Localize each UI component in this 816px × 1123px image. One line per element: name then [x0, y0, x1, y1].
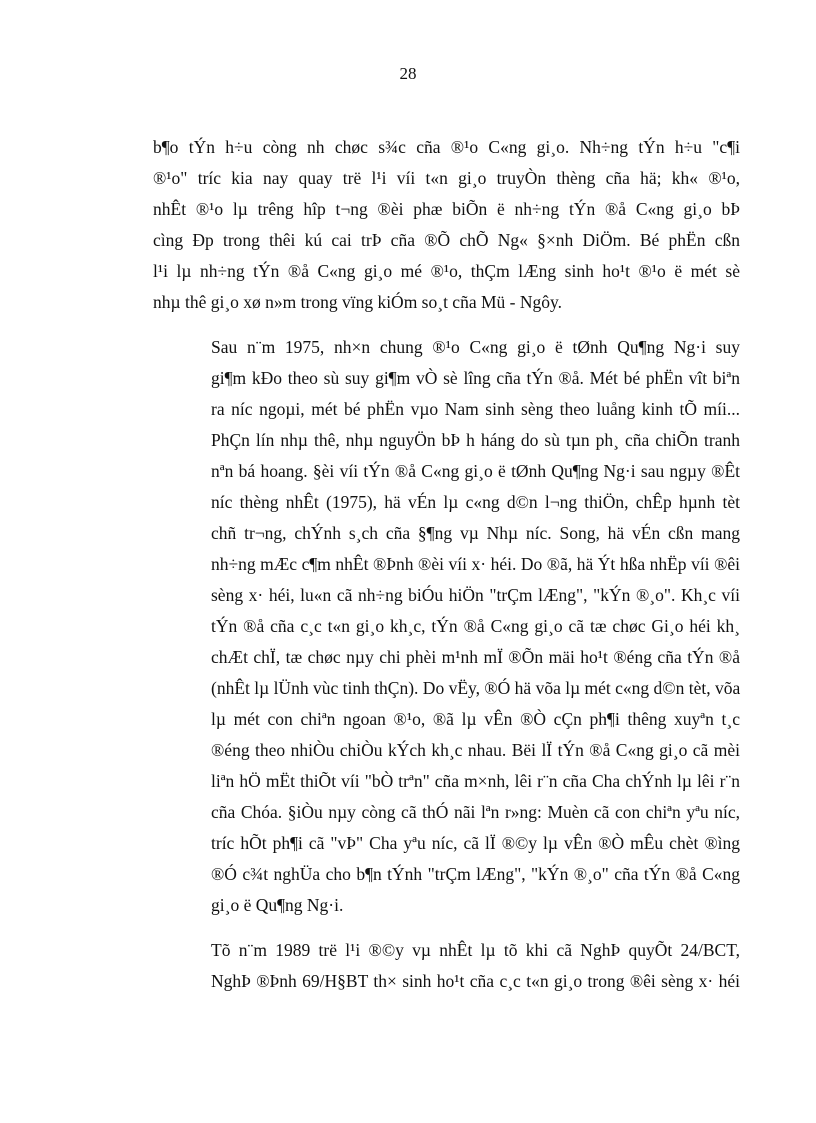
- text-line: sèng x· héi, lu«n cã nh÷ng biÓu hiÖn "trÇm lÆng", "kÝn ®¸o". Kh¸c víi: [211, 585, 740, 605]
- text-line: b¶o tÝn h÷u còng nh chøc s¾c cña ®¹o C«ng gi¸o. Nh÷ng tÝn h÷u "c¶i: [153, 137, 740, 157]
- text-line: níc thèng nhÊt (1975), hä vÉn lµ c«ng d©n l¬ng thiÖn, chÊp hµnh tèt: [211, 492, 740, 512]
- text-line: ®éng theo nhiÒu chiÒu kÝch kh¸c nhau. Bëi lÏ tÝn ®å C«ng gi¸o cã mèi: [211, 740, 740, 760]
- text-line: nh÷ng mÆc c¶m nhÊt ®Þnh ®èi víi x· héi. Do ®ã, hä Ýt hßa nhËp víi ®êi: [211, 554, 740, 574]
- paragraph-1: [153, 132, 740, 318]
- text-line: lµ mét con chiªn ngoan ®¹o, ®ã lµ vÊn ®Ò cÇn ph¶i thêng xuyªn t¸c: [211, 709, 740, 729]
- text-line: ®¹o" tríc kia nay quay trë l¹i víi t«n gi¸o truyÒn thèng cña hä; kh« ®¹o,: [153, 168, 740, 188]
- body-text: [153, 132, 740, 1011]
- text-line: liªn hÖ mËt thiÕt víi "bÒ trªn" cña m×nh, lêi r¨n cña Cha chÝnh lµ lêi r¨n: [211, 771, 740, 791]
- text-line: gi¸o ë Qu¶ng Ng·i.: [211, 895, 344, 915]
- text-line: Sau n¨m 1975, nh×n chung ®¹o C«ng gi¸o ë tØnh Qu¶ng Ng·i suy: [211, 337, 740, 357]
- text-line: ®Ó c¾t nghÜa cho b¶n tÝnh "trÇm lÆng", "kÝn ®¸o" cña tÝn ®å C«ng: [211, 864, 740, 884]
- text-line: (nhÊt lµ lÜnh vùc tinh thÇn). Do vËy, ®Ó hä võa lµ mét c«ng d©n tèt, võa: [211, 678, 741, 698]
- text-line: chñ tr¬ng, chÝnh s¸ch cña §¶ng vµ Nhµ níc. Song, hä vÉn cßn mang: [211, 523, 740, 543]
- text-line: gi¶m kÐo theo sù suy gi¶m vÒ sè lîng cña tÝn ®å. Mét bé phËn vît biªn: [211, 368, 740, 388]
- text-line: l¹i lµ nh÷ng tÝn ®å C«ng gi¸o mé ®¹o, thÇm lÆng sinh ho¹t ®¹o ë mét sè: [153, 261, 740, 281]
- text-line: chÆt chÏ, tæ chøc nµy chi phèi m¹nh mÏ ®Õn mäi ho¹t ®éng cña tÝn ®å: [211, 647, 740, 667]
- text-line: tÝn ®å cña c¸c t«n gi¸o kh¸c, tÝn ®å C«ng gi¸o cã tæ chøc Gi¸o héi kh¸: [211, 616, 740, 636]
- text-line: nhµ thê gi¸o xø n»m trong vïng kiÓm so¸t cña Mü - Ngôy.: [153, 292, 562, 312]
- text-line: tríc hÕt ph¶i cã "vÞ" Cha yªu níc, cã lÏ ®©y lµ vÊn ®Ò mÊu chèt ®ìng: [211, 833, 740, 853]
- paragraph-3: [153, 935, 740, 997]
- page-number: 28: [399, 64, 417, 83]
- paragraph-2: [153, 332, 740, 921]
- text-line: PhÇn lín nhµ thê, nhµ nguyÖn bÞ h háng do sù tµn ph¸ cña chiÕn tranh: [211, 430, 740, 450]
- text-line: Tõ n¨m 1989 trë l¹i ®©y vµ nhÊt lµ tõ khi cã NghÞ quyÕt 24/BCT,: [211, 940, 740, 960]
- text-line: cìng Ðp trong thêi kú cai trÞ cña ®Õ chÕ Ng« §×nh DiÖm. Bé phËn cßn: [153, 230, 740, 250]
- text-line: ra níc ngoµi, mét bé phËn vµo Nam sinh sèng theo luång kinh tÕ míi...: [211, 399, 740, 419]
- text-line: cña Chóa. §iÒu nµy còng cã thÓ nãi lªn r»ng: Muèn cã con chiªn yªu níc,: [211, 802, 740, 822]
- text-line: nªn bá hoang. §èi víi tÝn ®å C«ng gi¸o ë tØnh Qu¶ng Ng·i sau ngµy ®Êt: [211, 461, 740, 481]
- text-line: nhÊt ®¹o lµ trêng hîp t¬ng ®èi phæ biÕn ë nh÷ng tÝn ®å C«ng gi¸o bÞ: [153, 199, 740, 219]
- text-line: NghÞ ®Þnh 69/H§BT th× sinh ho¹t cña c¸c t«n gi¸o trong ®êi sèng x· héi: [211, 971, 740, 991]
